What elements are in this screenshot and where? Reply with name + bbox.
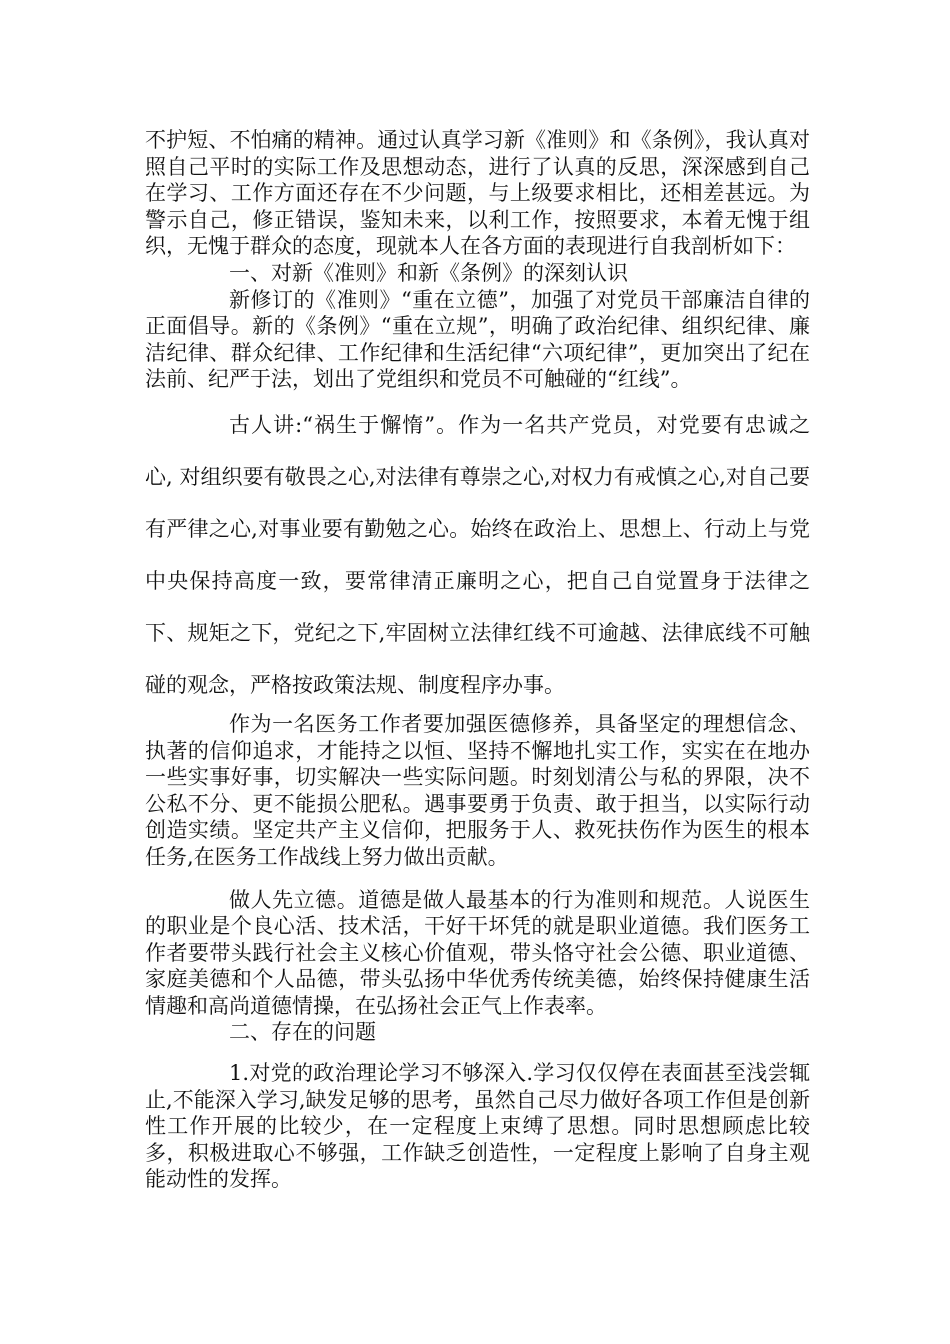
paragraph-morality: 做人先立德。道德是做人最基本的行为准则和规范。人说医生的职业是个良心活、技术活，干好干坏凭的就是职业道德。我们医务工作者要带头践行社会主义核心价值观，带头恪守社会公德、职业道德、家庭美德和个人品德，带头弘扬中华优秀传统美德，始终保持健康生活情趣和高尚道德情操，在弘扬社会正气上作表率。	[145, 887, 810, 1018]
paragraph-intro: 不护短、不怕痛的精神。通过认真学习新《准则》和《条例》，我认真对照自己平时的实际工作及思想动态，进行了认真的反思，深深感到自己在学习、工作方面还存在不少问题，与上级要求相比，还相差甚远。为警示自己，修正错误，鉴知未来，以利工作，按照要求，本着无愧于组织，无愧于群众的态度，现就本人在各方面的表现进行自我剖析如下：	[145, 128, 810, 259]
paragraph-medical-worker: 作为一名医务工作者要加强医德修养，具备坚定的理想信念、执著的信仰追求，才能持之以恒、坚持不懈地扎实工作，实实在在地办一些实事好事，切实解决一些实际问题。时刻划清公与私的界限，决不公私不分、更不能损公肥私。遇事要勇于负责、敢于担当，以实际行动创造实绩。坚定共产主义信仰，把服务于人、救死扶伤作为医生的根本任务,在医务工作战线上努力做出贡献。	[145, 711, 810, 869]
section-heading-1: 一、对新《准则》和新《条例》的深刻认识	[229, 260, 628, 285]
paragraph-ancients: 古人讲:“祸生于懈惰”。作为一名共产党员，对党要有忠诚之心, 对组织要有敬畏之心,对法律有尊崇之心,对权力有戒慎之心,对自己要有严律之心,对事业要有勤勉之心。始终在政治上、思想上、行动上与党中央保持高度一致，要常律清正廉明之心，把自己自觉置身于法律之下、规矩之下，党纪之下,牢固树立法律红线不可逾越、法律底线不可触碰的观念，严格按政策法规、制度程序办事。	[145, 412, 810, 697]
document-body	[145, 127, 810, 1193]
paragraph-standards: 新修订的《准则》“重在立德”，加强了对党员干部廉洁自律的正面倡导。新的《条例》“重在立规”，明确了政治纪律、组织纪律、廉洁纪律、群众纪律、工作纪律和生活纪律“六项纪律”，更加突出了纪在法前、纪严于法，划出了党组织和党员不可触碰的“红线”。	[145, 287, 810, 392]
section-heading-2: 二、存在的问题	[229, 1020, 376, 1045]
paragraph-problem-1: 1.对党的政治理论学习不够深入.学习仅仅停在表面甚至浅尝辄止,不能深入学习,缺发足够的思考，虽然自己尽力做好各项工作但是创新性工作开展的比较少，在一定程度上束缚了思想。同时思想顾虑比较多，积极进取心不够强，工作缺乏创造性，一定程度上影响了自身主观能动性的发挥。	[145, 1061, 810, 1192]
